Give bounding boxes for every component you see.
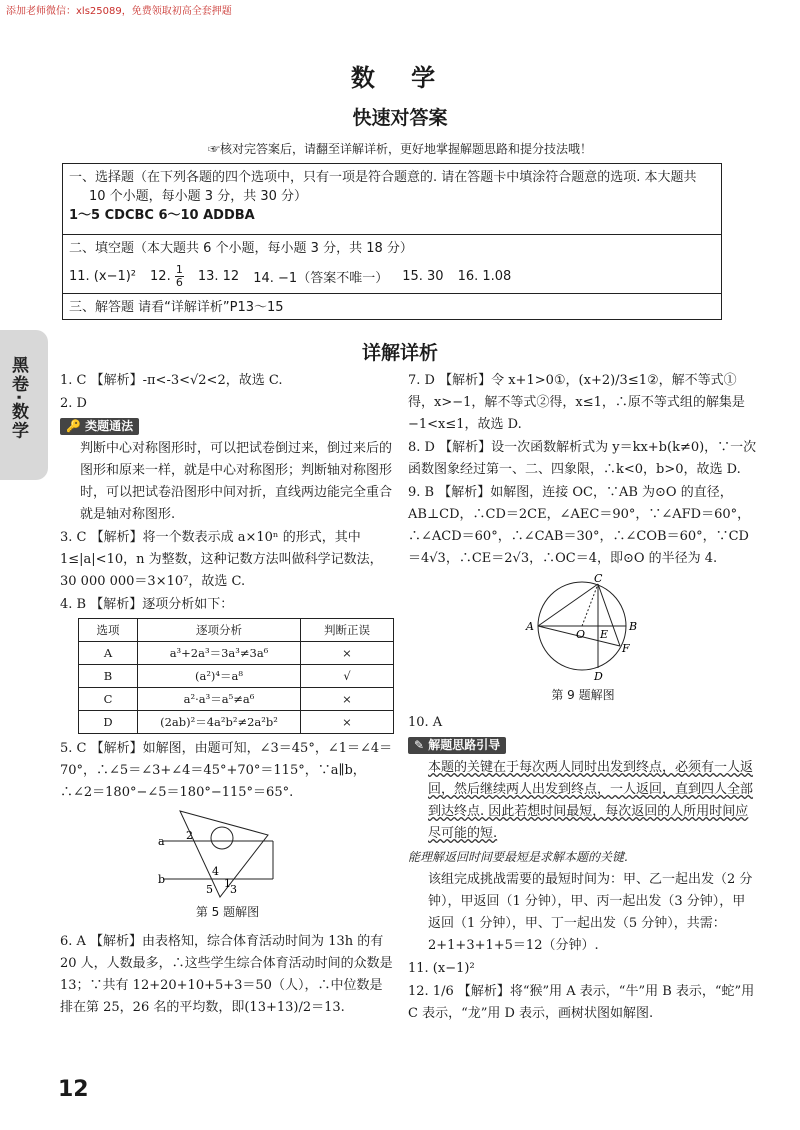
- section-title: 详解详析: [361, 342, 438, 364]
- fill-header: 二、填空题（本大题共 6 个小题，每小题 3 分，共 18 分）: [69, 241, 413, 256]
- choice-section: [63, 164, 721, 235]
- guide-icon: ✎: [414, 738, 425, 752]
- fig5-label: 1: [223, 877, 231, 890]
- table-row: [79, 688, 394, 711]
- table-header: 判断正误: [301, 619, 394, 642]
- table-cell: A: [79, 642, 138, 665]
- fig9-label: E: [600, 628, 609, 641]
- fig9-label: B: [629, 620, 638, 633]
- pointing-hand-icon: ☞: [207, 142, 220, 156]
- question-4: 4. B 【解析】逐项分析如下：: [60, 597, 234, 612]
- solve-section: [63, 294, 721, 319]
- banner-label: 解题思路引导: [428, 738, 501, 752]
- question-12: 12. 1/6 【解析】将“猴”用 A 表示，“牛”用 B 表示，“蛇”用 C 表示，“龙”用 D 表示，画树状图如解图.: [408, 984, 755, 1021]
- page-subtitle: 快速对答案: [352, 107, 448, 129]
- table-row: [79, 665, 394, 688]
- table-cell: (2ab)²＝4a²b²≠2a²b²: [138, 711, 301, 734]
- fraction-numerator: 1: [175, 263, 183, 276]
- handwritten-note: 能理解返回时间要最短是求解本题的关键.: [408, 850, 628, 864]
- table-cell: √: [301, 665, 394, 688]
- sidebar-label: 黑卷·数学: [8, 356, 28, 441]
- question-8: 8. D 【解析】设一次函数解析式为 y＝kx+b(k≠0)，∵一次函数图象经过第一、二、四象限，∴k<0，b>0，故选 D.: [408, 440, 757, 477]
- key-icon: 🔑: [66, 419, 81, 433]
- figure-9-caption: 第 9 题解图: [551, 688, 615, 702]
- fill-14: 14. −1（答案不唯一）: [253, 271, 389, 286]
- fraction-denominator: 6: [175, 276, 183, 289]
- table-header: 选项: [79, 619, 138, 642]
- right-column: [408, 370, 758, 1026]
- figure-9: [508, 572, 658, 684]
- question-6: 6. A 【解析】由表格知，综合体育活动时间为 13h 的有 20 人，人数最多，∴这些学生综合体育活动时间的众数是 13；∵共有 12+20+10+5+3＝50（人），∴中位数是排在第 25，26 名的平均数，即(13+13)/2＝13.: [60, 934, 393, 1015]
- table-cell: a³+2a³＝3a³≠3a⁶: [138, 642, 301, 665]
- note-text: 核对完答案后，请翻至详解详析，更好地掌握解题思路和提分技法哦！: [220, 142, 593, 156]
- fraction: [175, 264, 184, 289]
- table-header: 逐项分析: [138, 619, 301, 642]
- table-cell: D: [79, 711, 138, 734]
- table-cell: ×: [301, 642, 394, 665]
- segment-oc: [582, 584, 598, 626]
- note: [0, 140, 800, 157]
- question-10: 10. A: [408, 715, 443, 730]
- fig5-label: 2: [185, 829, 193, 842]
- table-header-row: [79, 619, 394, 642]
- table-cell: C: [79, 688, 138, 711]
- fill-12-label: 12.: [150, 269, 171, 284]
- question-10-solution: 该组完成挑战需要的最短时间为：甲、乙一起出发（2 分钟），甲返回（1 分钟），甲、丙一起出发（3 分钟），甲返回（1 分钟），甲、丁一起出发（5 分钟），共需：2+1+3+1+5＝12（分钟）.: [428, 872, 753, 953]
- left-column: [60, 370, 395, 1020]
- question-1: 1. C 【解析】-π<-3<√2<2，故选 C.: [60, 373, 283, 388]
- fill-12: [150, 264, 184, 289]
- fig9-label: F: [622, 642, 630, 655]
- table-cell: ×: [301, 711, 394, 734]
- table-row: [79, 711, 394, 734]
- page-number: 12: [58, 1077, 89, 1102]
- question-9: 9. B 【解析】如解图，连接 OC，∵AB 为⊙O 的直径，AB⊥CD，∴CD＝2CE，∠AEC＝90°，∵∠AFD＝60°，∴∠ACD＝60°，∴∠CAB＝30°，∴∠COB＝60°，∵CD＝4√3，∴CE＝2√3，∴OC＝4，即⊙O 的半径为 4.: [408, 485, 751, 566]
- analysis-table: [78, 618, 394, 734]
- question-5: 5. C 【解析】如解图，由题可知，∠3＝45°，∠1＝∠4＝70°，∴∠5＝∠3+∠4＝45°+70°＝115°，∵a∥b，∴∠2＝180°−∠5＝180°−115°＝65°.: [60, 741, 393, 800]
- question-7: 7. D 【解析】令 x+1>0①，(x+2)/3≤1②，解不等式①得，x>−1，解不等式②得，x≤1，∴原不等式组的解集是 −1<x≤1，故选 D.: [408, 373, 745, 432]
- fig9-label: A: [526, 620, 534, 633]
- question-2-explanation: 判断中心对称图形时，可以把试卷倒过来，倒过来后的图形和原来一样，就是中心对称图形；判断轴对称图形时，可以把试卷沿图形中间对折，直线两边能完全重合就是轴对称图形.: [80, 441, 393, 522]
- table-cell: (a²)⁴＝a⁸: [138, 665, 301, 688]
- fig9-label: O: [576, 628, 586, 641]
- guide-banner: [408, 735, 758, 757]
- segment-ac: [538, 584, 598, 626]
- solve-line: 三、解答题 请看“详解详析”P13～15: [69, 300, 284, 315]
- page-title: 数 学: [350, 63, 450, 92]
- figure-5: [158, 805, 298, 901]
- fig5-label: a: [157, 835, 165, 848]
- fig9-label: D: [594, 670, 603, 683]
- question-11: 11. (x−1)²: [408, 961, 475, 976]
- fig9-label: C: [594, 572, 603, 585]
- question-2: 2. D: [60, 396, 87, 411]
- fill-11: 11. (x−1)²: [69, 269, 137, 284]
- fig5-label: 3: [229, 883, 237, 896]
- question-3: 3. C 【解析】将一个数表示成 a×10ⁿ 的形式，其中 1≤|a|<10，n 为整数，这种记数方法叫做科学记数法，30 000 000＝3×10⁷，故选 C.: [60, 530, 383, 589]
- fill-16: 16. 1.08: [457, 269, 512, 284]
- circle: [211, 827, 233, 849]
- question-10-guide: 本题的关键在于每次两人同时出发到终点，必须有一人返回，然后继续两人出发到终点，一人返回，直到四人全部到达终点. 因此若想时间最短，每次返回的人所用时间应尽可能的短.: [428, 760, 754, 841]
- fig5-label: b: [157, 873, 165, 886]
- table-cell: a²·a³＝a⁵≠a⁶: [138, 688, 301, 711]
- fill-13: 13. 12: [197, 269, 240, 284]
- tip-banner: [60, 416, 395, 438]
- figure-5-caption: 第 5 题解图: [195, 905, 260, 919]
- watermark: 添加老师微信：xls25089，免费领取初高全套押题: [6, 6, 232, 17]
- fig5-label: 5: [205, 883, 213, 896]
- choice-header-1: 一、选择题（在下列各题的四个选项中，只有一项是符合题意的. 请在答题卡中填涂符合题意的选项. 本大题共: [69, 170, 697, 185]
- choice-header-2: 10 个小题，每小题 3 分，共 30 分）: [89, 189, 308, 204]
- table-cell: ×: [301, 688, 394, 711]
- banner-label: 类题通法: [85, 419, 134, 433]
- fill-15: 15. 30: [402, 269, 444, 284]
- fill-section: [63, 235, 721, 294]
- choice-answers: 1～5 CDCBC 6～10 ADDBA: [69, 208, 255, 223]
- fig5-label: 4: [211, 865, 219, 878]
- table-cell: B: [79, 665, 138, 688]
- answer-box: [62, 163, 722, 320]
- table-row: [79, 642, 394, 665]
